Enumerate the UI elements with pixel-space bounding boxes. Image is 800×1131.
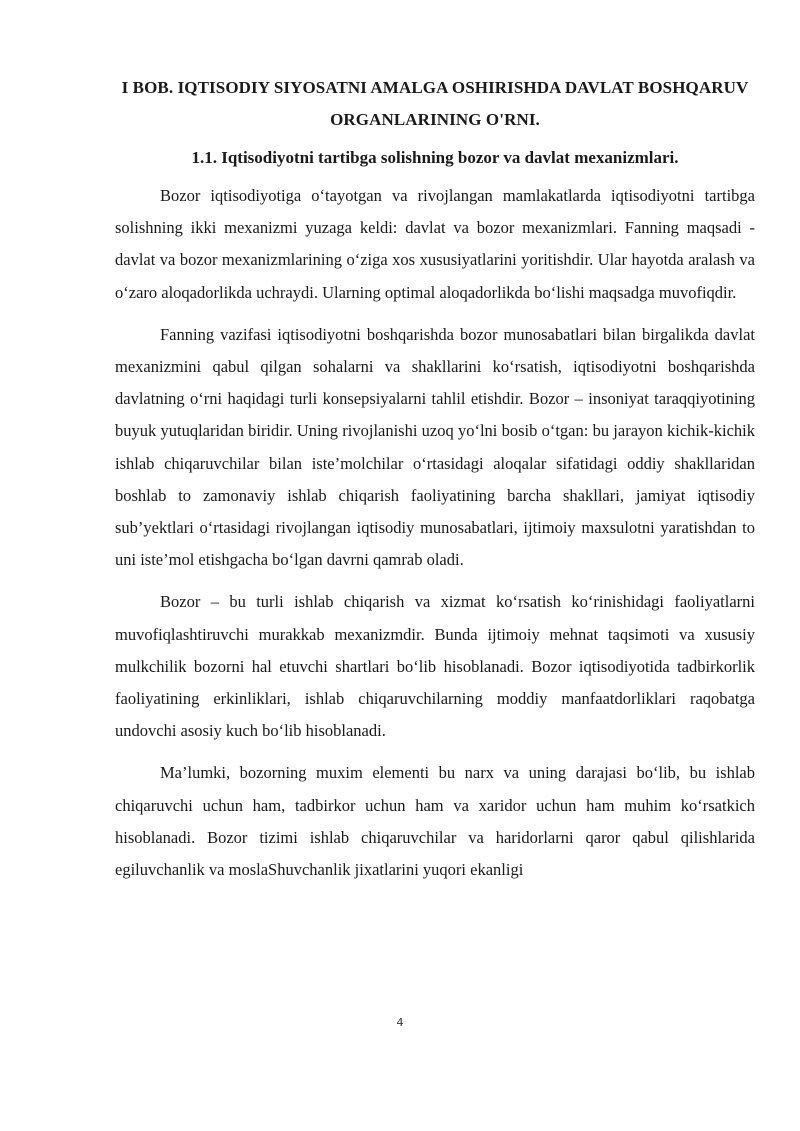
paragraph-4: Ma’lumki, bozorning muxim elementi bu narx va uning darajasi bo‘lib, bu ishlab chiqaruvchi uchun ham, tadbirkor uchun ham va xaridor uchun ham muhim ko‘rsatkich hisoblanadi. Bozor tizimi ishlab chiqaruvchilar va haridorlarni qaror qabul qilishlarida egiluvchanlik va moslaShuvchanlik jixatlarini yuqori ekanligi [115, 763, 755, 880]
page-number: 4 [396, 1016, 404, 1029]
document-page [115, 72, 755, 896]
paragraph-1: Bozor iqtisodiyotiga o‘tayotgan va rivojlangan mamlakatlarda iqtisodiyotni tartibga solishning ikki mexanizmi yuzaga keldi: davlat va bozor mexanizmlari. Fanning maqsadi - davlat va bozor mexanizmlarining o‘ziga xos xususiyatlarini yoritishdir. Ular hayotda aralash va o‘zaro aloqadorlikda uchraydi. Ularning optimal aloqadorlikda bo‘lishi maqsadga muvofiqdir. [115, 186, 755, 302]
paragraph-2: Fanning vazifasi iqtisodiyotni boshqarishda bozor munosabatlari bilan birgalikda davlat mexanizmini qabul qilgan sohalarni va shakllarini ko‘rsatish, iqtisodiyotni boshqarishda davlatning o‘rni haqidagi turli konsepsiyalarni tahlil etishdir. Bozor – insoniyat taraqqiyotining buyuk yutuqlaridan biridir. Uning rivojlanishi uzoq yo‘lni bosib o‘tgan: bu jarayon kichik-kichik ishlab chiqaruvchilar bilan iste’molchilar o‘rtasidagi aloqalar sifatidagi oddiy shakllaridan boshlab to zamonaviy ishlab chiqarish faoliyatining barcha shakllari, jamiyat iqtisodiy sub’yektlari o‘rtasidagi rivojlangan iqtisodiy munosabatlari, ijtimoiy maxsulotni yaratishdan to uni iste’mol etishgacha bo‘lgan davrni qamrab oladi. [115, 324, 755, 570]
paragraph-3: Bozor – bu turli ishlab chiqarish va xizmat ko‘rsatish ko‘rinishidagi faoliyatlarni muvofiqlashtiruvchi murakkab mexanizmdir. Bunda ijtimoiy mehnat taqsimoti va xususiy mulkchilik bozorni hal etuvchi shartlari bo‘lib hisoblanadi. Bozor iqtisodiyotida tadbirkorlik faoliyatining erkinliklari, ishlab chiqaruvchilarning moddiy manfaatdorliklari raqobatga undovchi asosiy kuch bo‘lib hisoblanadi. [115, 592, 755, 741]
chapter-title: I BOB. IQTISODIY SIYOSATNI AMALGA OSHIRISHDA DAVLAT BOSHQARUV ORGANLARINING O'RNI. [121, 78, 749, 129]
section-title: 1.1. Iqtisodiyotni tartibga solishning bozor va davlat mexanizmlari. [191, 148, 679, 167]
